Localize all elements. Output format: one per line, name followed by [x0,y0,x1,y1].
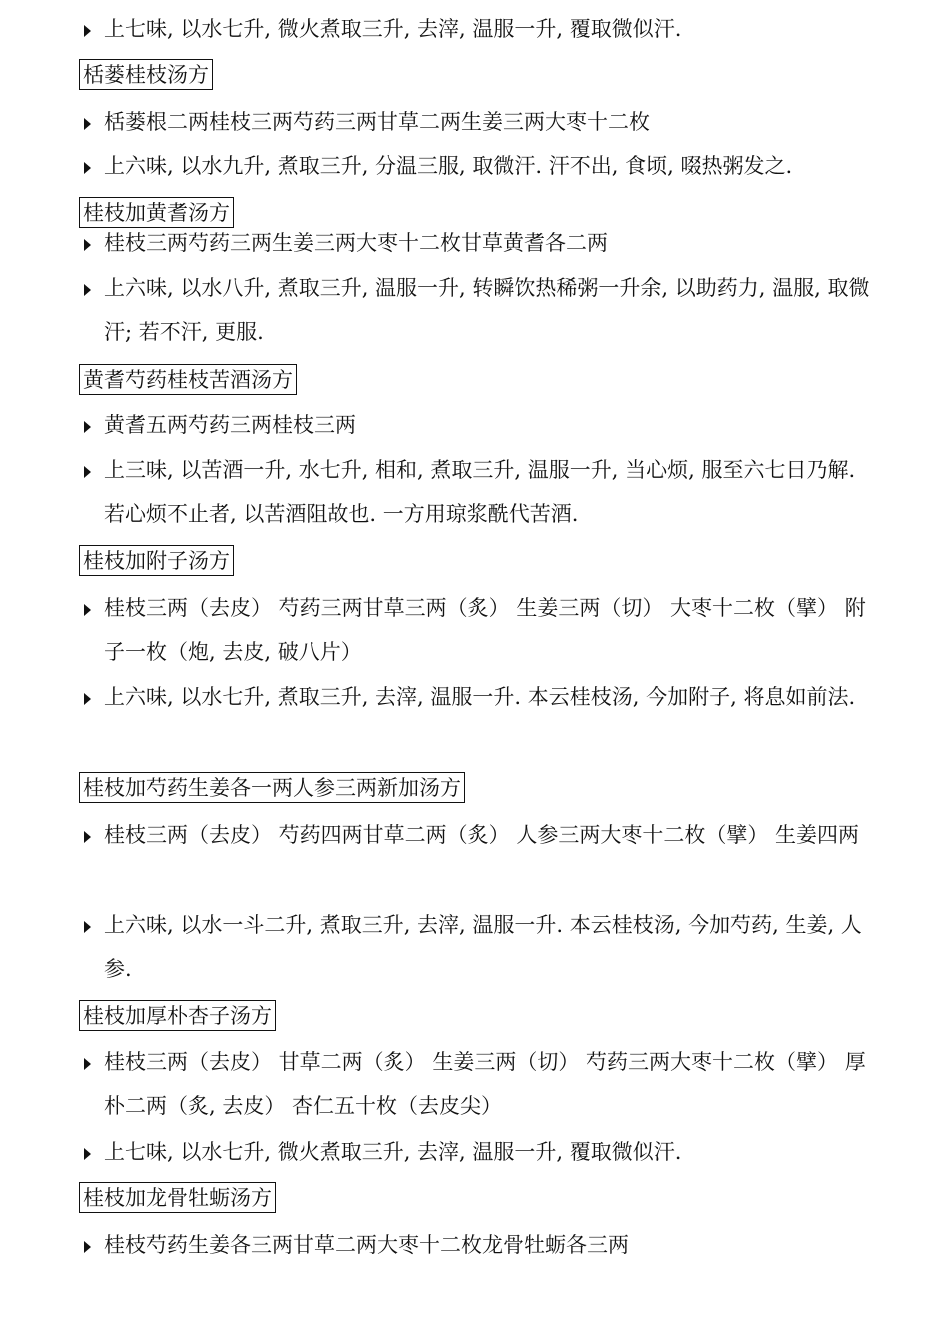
prescription-title: 桂枝加龙骨牡蛎汤方 [79,1182,276,1213]
list-item [84,813,880,857]
list-item [84,903,880,991]
prescription-title: 桂枝加厚朴杏子汤方 [79,1000,276,1031]
prescription-title: 栝蒌桂枝汤方 [79,59,213,90]
list-item [84,586,880,674]
item-text: 黄耆五两芍药三两桂枝三两 [104,413,356,437]
triangle-bullet-icon [84,25,91,37]
item-text: 桂枝芍药生姜各三两甘草二两大枣十二枚龙骨牡蛎各三两 [104,1233,629,1257]
list-item [84,1223,880,1267]
list-item [84,266,880,354]
triangle-bullet-icon [84,284,91,296]
triangle-bullet-icon [84,239,91,251]
triangle-bullet-icon [84,421,91,433]
list-item [84,675,880,719]
item-text: 栝蒌根二两桂枝三两芍药三两甘草二两生姜三两大枣十二枚 [104,110,650,134]
item-text: 桂枝三两（去皮） 芍药四两甘草二两（炙） 人参三两大枣十二枚（擘） 生姜四两 [104,823,860,847]
triangle-bullet-icon [84,604,91,616]
item-text: 桂枝三两芍药三两生姜三两大枣十二枚甘草黄耆各二两 [104,231,608,255]
item-text: 上三味, 以苦酒一升, 水七升, 相和, 煮取三升, 温服一升, 当心烦, 服至六七日乃解. 若心烦不止者, 以苦酒阻故也. 一方用琼浆酰代苦酒. [104,458,856,526]
list-item [84,100,880,144]
triangle-bullet-icon [84,1241,91,1253]
list-item [84,403,880,447]
prescription-title: 桂枝加芍药生姜各一两人参三两新加汤方 [79,772,465,803]
item-text: 上七味, 以水七升, 微火煮取三升, 去滓, 温服一升, 覆取微似汗. [104,17,682,41]
prescription-title: 桂枝加黄耆汤方 [79,197,234,228]
triangle-bullet-icon [84,466,91,478]
item-text: 上六味, 以水九升, 煮取三升, 分温三服, 取微汗. 汗不出, 食顷, 啜热粥发之. [104,154,793,178]
prescription-title: 桂枝加附子汤方 [79,545,234,576]
item-text: 上七味, 以水七升, 微火煮取三升, 去滓, 温服一升, 覆取微似汗. [104,1140,682,1164]
triangle-bullet-icon [84,162,91,174]
list-item [84,7,880,51]
list-item [84,1130,880,1174]
list-item [84,221,880,265]
list-item [84,448,880,536]
item-text: 上六味, 以水七升, 煮取三升, 去滓, 温服一升. 本云桂枝汤, 今加附子, 将息如前法. [104,685,856,709]
list-item [84,1040,880,1128]
triangle-bullet-icon [84,831,91,843]
list-item [84,144,880,188]
item-text: 上六味, 以水一斗二升, 煮取三升, 去滓, 温服一升. 本云桂枝汤, 今加芍药, 生姜, 人参. [104,913,862,981]
triangle-bullet-icon [84,921,91,933]
item-text: 上六味, 以水八升, 煮取三升, 温服一升, 转瞬饮热稀粥一升余, 以助药力, 温服, 取微汗; 若不汗, 更服. [104,276,870,344]
item-text: 桂枝三两（去皮） 芍药三两甘草三两（炙） 生姜三两（切） 大枣十二枚（擘） 附子一枚（炮, 去皮, 破八片） [104,596,866,664]
prescription-title: 黄耆芍药桂枝苦酒汤方 [79,364,297,395]
triangle-bullet-icon [84,693,91,705]
triangle-bullet-icon [84,1058,91,1070]
item-text: 桂枝三两（去皮） 甘草二两（炙） 生姜三两（切） 芍药三两大枣十二枚（擘） 厚朴二两（炙, 去皮） 杏仁五十枚（去皮尖） [104,1050,866,1118]
triangle-bullet-icon [84,1148,91,1160]
triangle-bullet-icon [84,118,91,130]
